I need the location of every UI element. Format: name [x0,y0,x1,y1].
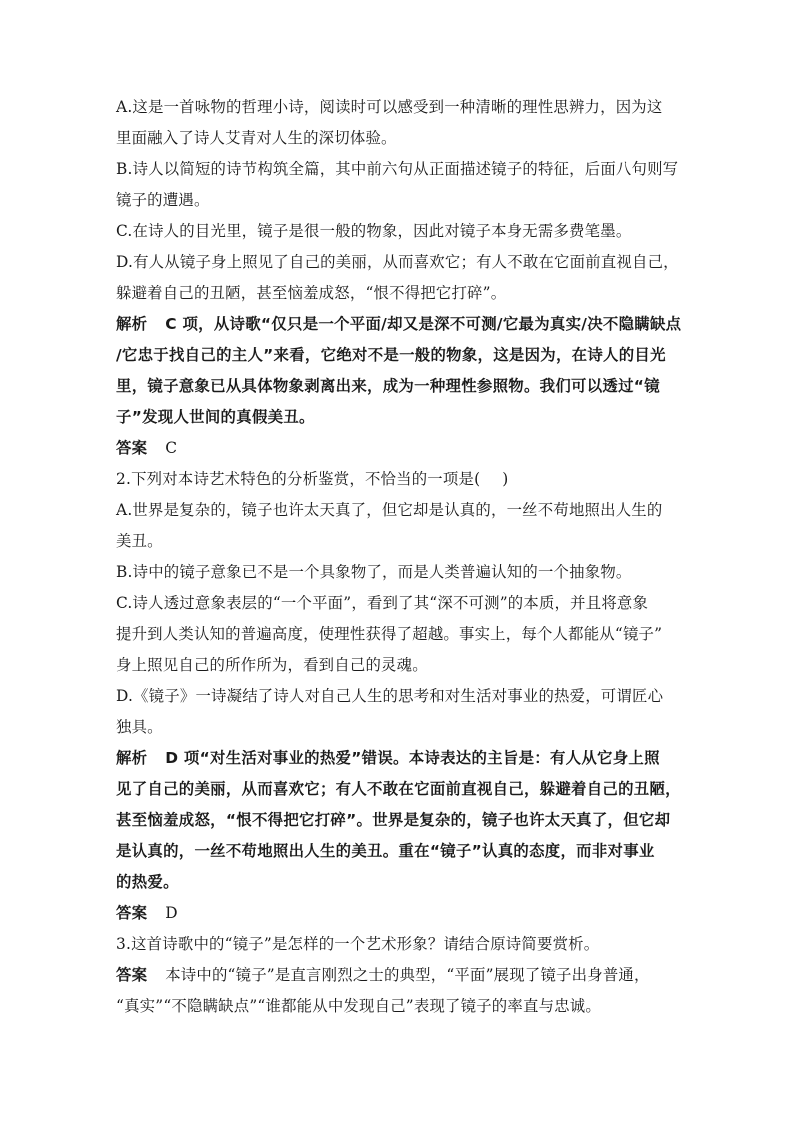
q3-answer-line-1 [116,960,682,991]
q2-analysis-line-3: 甚至恼羞成怒，“恨不得把它打碎”。世界是复杂的，镜子也许太天真了，但它却 [116,811,671,829]
q1-analysis-line-2: /它忠于找自己的主人”来看，它绝对不是一般的物象，这是因为，在诗人的目光 [116,346,666,364]
q2-option-c-line-2: 提升到人类认知的普遍高度，使理性获得了超越。事实上，每个人都能从“镜子” [116,625,663,643]
q1-analysis-text: C 项，从诗歌“仅只是一个平面/却又是深不可测/它最为真实/决不隐瞒缺点 [165,315,682,333]
q1-option-a-line-1: A.这是一首咏物的哲理小诗，阅读时可以感受到一种清晰的理性思辨力，因为这 [116,98,663,116]
answer-label: 答案 [116,966,148,984]
analysis-label: 解析 [116,315,148,333]
q2-option-a-line-1: A.世界是复杂的，镜子也许太天真了，但它却是认真的，一丝不苟地照出人生的 [116,501,663,519]
answer-value: D [165,904,178,922]
q2-answer [116,898,682,929]
q3-answer-line-2: “真实”“不隐瞒缺点”“谁都能从中发现自己”表现了镜子的率直与忠诚。 [116,997,601,1015]
q2-option-d-line-1: D.《镜子》一诗凝结了诗人对自己人生的思考和对生活对事业的热爱，可谓匠心 [116,687,664,705]
answer-label: 答案 [116,904,148,922]
q1-answer [116,433,682,464]
q3-answer-text: 本诗中的“镜子”是直言刚烈之士的典型，“平面”展现了镜子出身普通， [165,966,650,984]
q2-stem-close: ) [502,470,509,488]
q1-analysis-line-3: 里，镜子意象已从具体物象剥离出来，成为一种理性参照物。我们可以透过“镜 [116,377,660,395]
analysis-label: 解析 [116,749,148,767]
q2-option-d-line-2: 独具。 [116,718,163,736]
answer-value: C [165,439,178,457]
document-page [116,92,682,1022]
q3-stem: 3.这首诗歌中的“镜子”是怎样的一个艺术形象？请结合原诗简要赏析。 [116,935,600,953]
q2-option-b-line-1: B.诗中的镜子意象已不是一个具象物了，而是人类普遍认知的一个抽象物。 [116,563,632,581]
q1-option-d-line-1: D.有人从镜子身上照见了自己的美丽，从而喜欢它；有人不敢在它面前直视自己， [116,253,679,271]
q2-option-c-line-3: 身上照见自己的所作所为，看到自己的灵魂。 [116,656,428,674]
q2-analysis-line-1 [116,743,682,774]
q1-option-b-line-1: B.诗人以简短的诗节构筑全篇，其中前六句从正面描述镜子的特征，后面八句则写 [116,160,679,178]
q2-analysis-line-5: 的热爱。 [116,873,179,891]
q1-analysis-line-1 [116,309,682,340]
q1-option-a-line-2: 里面融入了诗人艾青对人生的深切体验。 [116,129,397,147]
q2-analysis-line-4: 是认真的，一丝不苟地照出人生的美丑。重在“镜子”认真的态度，而非对事业 [116,842,655,860]
q2-option-c-line-1: C.诗人透过意象表层的“一个平面”，看到了其“深不可测”的本质，并且将意象 [116,594,649,612]
q1-option-c-line-1: C.在诗人的目光里，镜子是很一般的物象，因此对镜子本身无需多费笔墨。 [116,222,632,240]
answer-label: 答案 [116,439,148,457]
q2-analysis-line-2: 见了自己的美丽，从而喜欢它；有人不敢在它面前直视自己，躲避着自己的丑陋， [116,780,681,798]
q1-option-d-line-2: 躲避着自己的丑陋，甚至恼羞成怒，“恨不得把它打碎”。 [116,284,507,302]
q2-stem [116,464,682,495]
q2-analysis-text: D 项“对生活对事业的热爱”错误。本诗表达的主旨是：有人从它身上照 [165,749,660,767]
q2-stem-text: 2.下列对本诗艺术特色的分析鉴赏，不恰当的一项是( [116,470,481,488]
q2-option-a-line-2: 美丑。 [116,532,163,550]
q1-analysis-line-4: 子”发现人世间的真假美丑。 [116,408,315,426]
q1-option-b-line-2: 镜子的遭遇。 [116,191,210,209]
